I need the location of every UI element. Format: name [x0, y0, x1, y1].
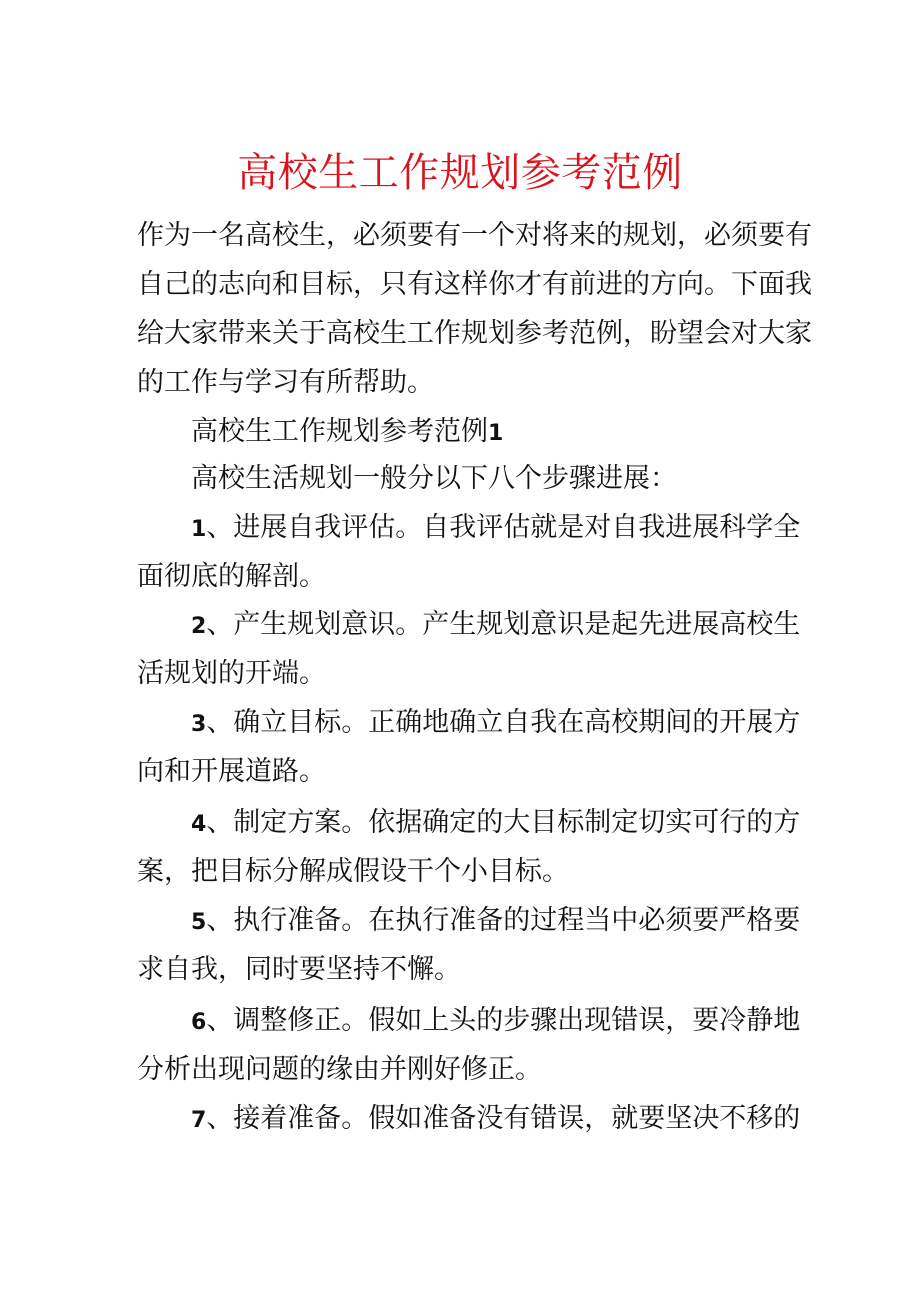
- step-text: 、接着准备。假如准备没有错误，就要坚决不移的: [206, 1103, 801, 1134]
- step-continuation: 案，把目标分解成假设干个小目标。: [137, 856, 569, 887]
- step-continuation: 分析出现问题的缘由并刚好修正。: [137, 1054, 542, 1085]
- intro-line: 自己的志向和目标，只有这样你才有前进的方向。下面我: [137, 269, 812, 300]
- step-text: 、执行准备。在执行准备的过程当中必须要严格要: [206, 905, 801, 936]
- step-continuation: 活规划的开端。: [137, 658, 326, 689]
- step-line: [191, 805, 800, 843]
- intro-line: 的工作与学习有所帮助。: [137, 367, 434, 398]
- step-number: 3: [191, 712, 207, 737]
- step-line: [191, 510, 800, 548]
- step-number: 4: [191, 812, 207, 837]
- step-text: 、制定方案。依据确定的大目标制定切实可行的方: [206, 807, 801, 838]
- step-number: 2: [191, 614, 207, 639]
- step-line: [191, 1101, 800, 1139]
- intro-line: 作为一名高校生，必须要有一个对将来的规划，必须要有: [137, 220, 812, 251]
- step-text: 、产生规划意识。产生规划意识是起先进展高校生: [206, 609, 801, 640]
- step-number: 1: [191, 517, 207, 542]
- step-line: [191, 705, 800, 743]
- step-line: [191, 1003, 800, 1041]
- step-continuation: 向和开展道路。: [137, 756, 326, 787]
- step-number: 6: [191, 1010, 207, 1035]
- step-text: 、进展自我评估。自我评估就是对自我进展科学全: [206, 512, 801, 543]
- step-number: 5: [191, 910, 207, 935]
- step-continuation: 求自我，同时要坚持不懈。: [137, 954, 461, 985]
- document-title: 高校生工作规划参考范例: [237, 150, 683, 196]
- section-lead: 高校生活规划一般分以下八个步骤进展：: [191, 463, 677, 494]
- step-continuation: 面彻底的解剖。: [137, 561, 326, 592]
- step-line: [191, 903, 800, 941]
- step-number: 7: [191, 1108, 207, 1133]
- step-text: 、确立目标。正确地确立自我在高校期间的开展方: [206, 707, 801, 738]
- intro-line: 给大家带来关于高校生工作规划参考范例，盼望会对大家: [137, 318, 812, 349]
- section-heading: [191, 414, 503, 452]
- step-text: 、调整修正。假如上头的步骤出现错误，要冷静地: [206, 1005, 801, 1036]
- section-heading-text: 高校生工作规划参考范例: [191, 416, 488, 447]
- step-line: [191, 607, 800, 645]
- section-heading-number: 1: [488, 421, 504, 446]
